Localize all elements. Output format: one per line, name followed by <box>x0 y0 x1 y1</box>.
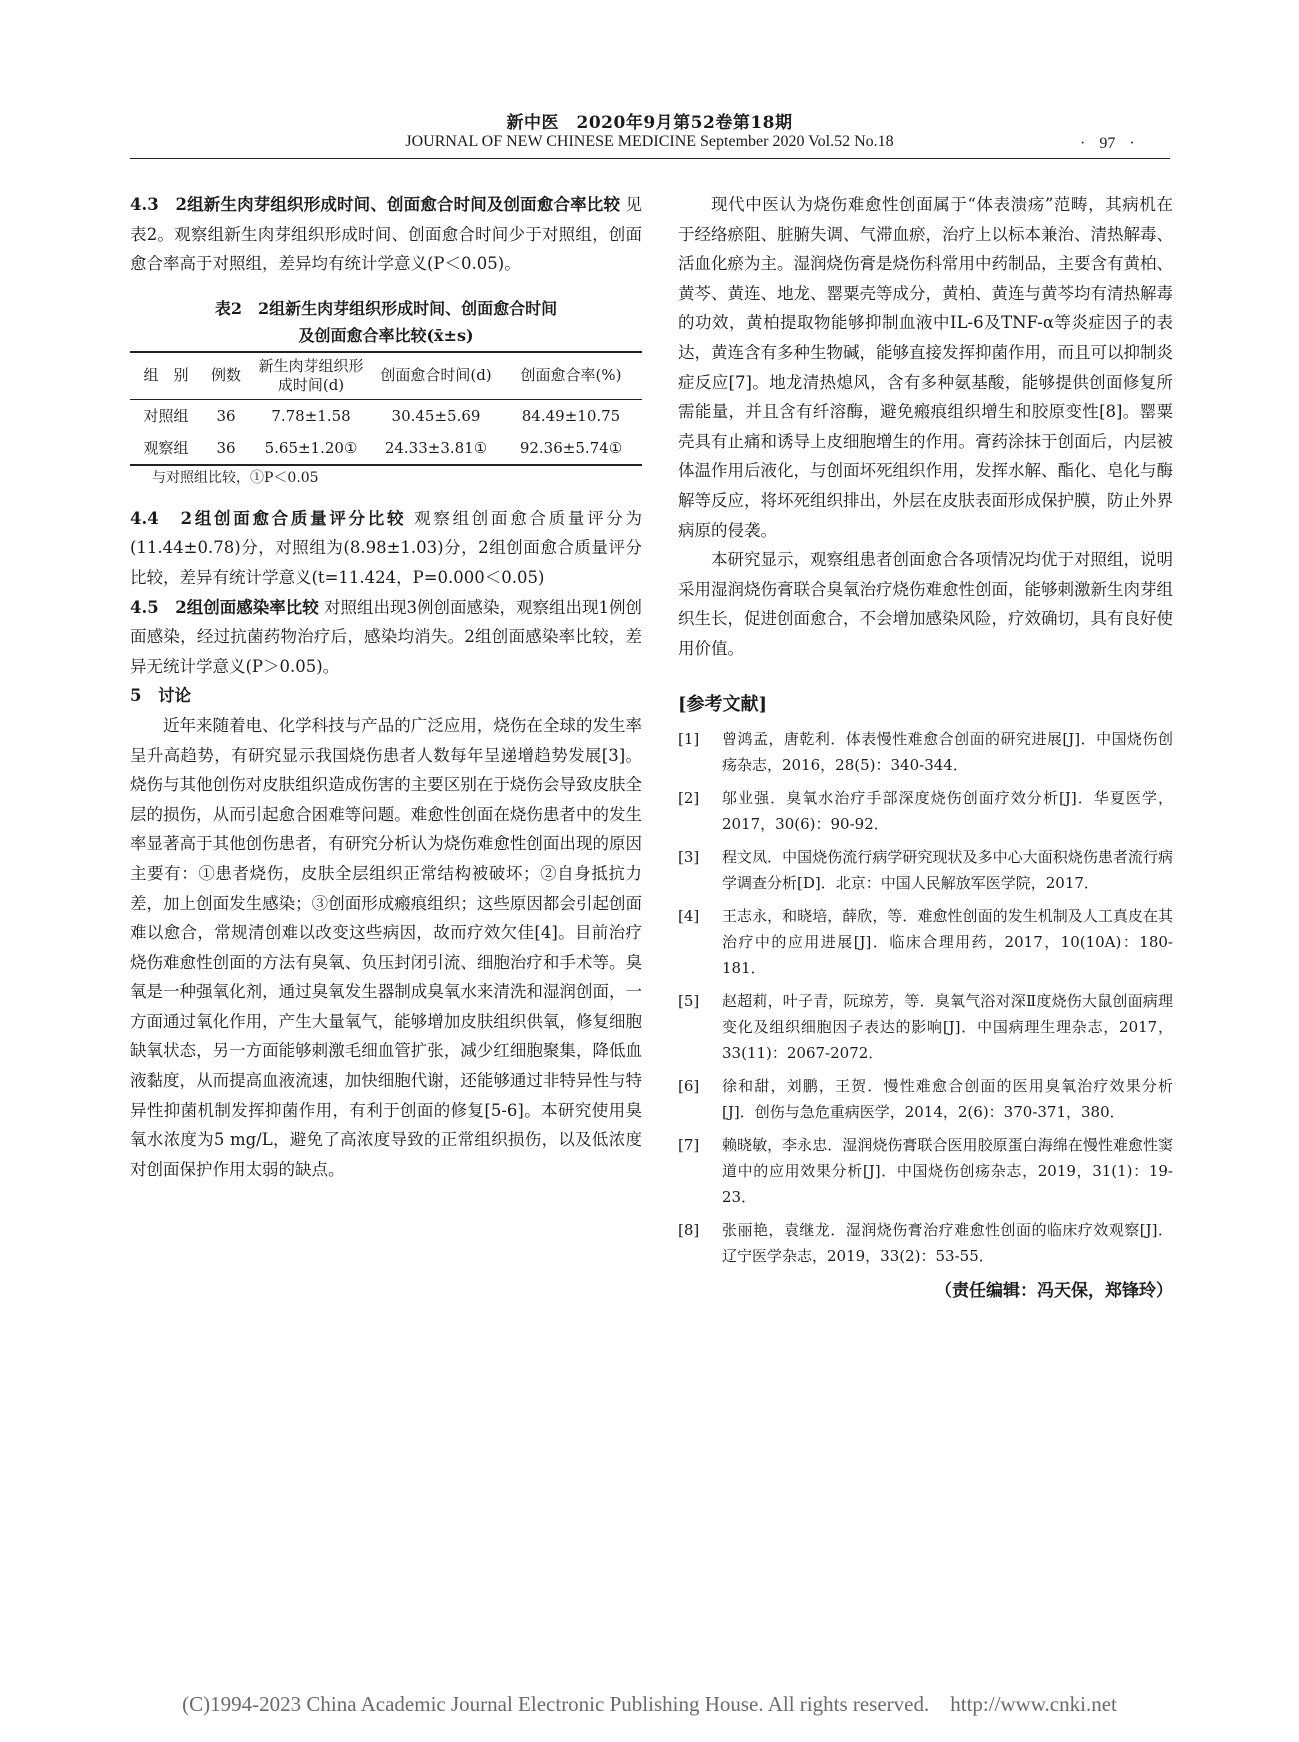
reference-text: 王志永，和晓培，薛欣，等．难愈性创面的发生机制及人工真皮在其治疗中的应用进展[J]．临床合理用药，2017，10(10A)：180-181． <box>722 906 1173 977</box>
reference-item <box>678 903 1173 981</box>
table-cell: 30.45±5.69 <box>391 406 481 425</box>
table-header-group: 组 别 <box>143 366 189 385</box>
reference-text: 曾鸿孟，唐乾利．体表慢性难愈合创面的研究进展[J]．中国烧伤创疡杂志，2016，28(5)：340-344． <box>722 729 1173 774</box>
table-header-n: 例数 <box>210 366 241 385</box>
journal-header-en: JOURNAL OF NEW CHINESE MEDICINE September 2020 Vol.52 No.18 <box>405 133 894 150</box>
table-row <box>130 399 642 432</box>
section-4-4-title: 4.4 2组创面愈合质量评分比较 <box>130 508 407 528</box>
header-rule <box>130 158 1170 159</box>
reference-item <box>678 844 1173 896</box>
reference-number: [7] <box>678 1135 700 1154</box>
table-header-row <box>130 352 642 400</box>
table-header-healing-time: 创面愈合时间(d) <box>380 366 492 385</box>
section-5-title: 5 讨论 <box>130 686 191 706</box>
reference-number: [2] <box>678 788 700 807</box>
table-header-healing-rate: 创面愈合率(%) <box>520 366 622 385</box>
table-cell: 92.36±5.74① <box>519 438 623 457</box>
table-2-caption-line2: 及创面愈合率比较(x̄±s) <box>298 325 474 345</box>
responsible-editors: （责任编辑：冯天保，郑锋玲） <box>935 1280 1173 1301</box>
table-cell: 36 <box>216 438 236 457</box>
table-cell: 5.65±1.20① <box>264 438 358 457</box>
reference-text: 张丽艳，袁继龙．湿润烧伤膏治疗难愈性创面的临床疗效观察[J]．辽宁医学杂志，2019，33(2)：53-55． <box>722 1220 1173 1265</box>
reference-number: [4] <box>678 906 700 925</box>
reference-text: 徐和甜，刘鹏，王贺．慢性难愈合创面的医用臭氧治疗效果分析[J]．创伤与急危重病医学，2014，2(6)：370-371，380． <box>722 1076 1173 1121</box>
section-4-5-title: 4.5 2组创面感染率比较 <box>130 597 319 617</box>
references-list <box>678 726 1173 1269</box>
table-cell: 对照组 <box>143 406 189 425</box>
section-4-4 <box>130 504 642 593</box>
references-heading: [参考文献] <box>678 693 768 715</box>
tcm-paragraph: 现代中医认为烧伤难愈性创面属于“体表溃疡”范畴，其病机在于经络瘀阻、脏腑失调、气滞血瘀，治疗上以标本兼治、清热解毒、活血化瘀为主。湿润烧伤膏是烧伤科常用中药制品，主要含有黄柏、黄芩、黄连、地龙、罂粟壳等成分，黄柏、黄连与黄芩均有清热解毒的功效，黄柏提取物能够抑制血液中IL-6及TNF-α等炎症因子的表达，黄连含有多种生物碱，能够直接发挥抑菌作用，而且可以抑制炎症反应[7]。地龙清热熄风，含有多种氨基酸，能够提供创面修复所需能量，并且含有纤溶酶，避免瘢痕组织增生和胶原变性[8]。罂粟壳具有止痛和诱导上皮细胞增生的作用。膏药涂抹于创面后，内层被体温作用后液化，与创面坏死组织作用，发挥水解、酯化、皂化与酶解等反应，将坏死组织排出，外层在皮肤表面形成保护膜，防止外界病原的侵袭。 <box>678 195 1173 540</box>
reference-number: [6] <box>678 1076 700 1095</box>
reference-number: [1] <box>678 729 700 748</box>
left-column <box>130 190 642 1184</box>
reference-item <box>678 1217 1173 1269</box>
reference-item <box>678 785 1173 837</box>
section-4-5 <box>130 593 642 682</box>
reference-number: [8] <box>678 1220 700 1239</box>
table-2 <box>130 351 642 466</box>
table-header-granulation: 新生肉芽组织形成时间(d) <box>258 356 364 394</box>
section-4-5-body: 对照组出现3例创面感染，观察组出现1例创面感染，经过抗菌药物治疗后，感染均消失。2组创面感染率比较，差异无统计学意义(P＞0.05)。 <box>130 597 643 676</box>
reference-text: 赖晓敏，李永忠．湿润烧伤膏联合医用胶原蛋白海绵在慢性难愈性窦道中的应用效果分析[J]．中国烧伤创疡杂志，2019，31(1)：19-23． <box>722 1135 1173 1206</box>
journal-header-cn: 新中医 2020年9月第52卷第18期 <box>506 113 793 133</box>
page-number: · 97 · <box>1080 135 1135 152</box>
section-4-3-body: 见表2。观察组新生肉芽组织形成时间、创面愈合时间少于对照组，创面愈合率高于对照组，差异均有统计学意义(P＜0.05)。 <box>130 195 643 274</box>
reference-text: 赵超莉，叶子青，阮琼芳，等．臭氧气浴对深Ⅱ度烧伤大鼠创面病理变化及组织细胞因子表达的影响[J]．中国病理生理杂志，2017，33(11)：2067-2072． <box>722 991 1173 1062</box>
table-cell: 24.33±3.81① <box>384 438 488 457</box>
right-column <box>678 190 1173 1301</box>
table-cell: 36 <box>216 406 236 425</box>
discussion-paragraph: 近年来随着电、化学科技与产品的广泛应用，烧伤在全球的发生率呈升高趋势，有研究显示我国烧伤患者人数每年呈递增趋势发展[3]。烧伤与其他创伤对皮肤组织造成伤害的主要区别在于烧伤会导致皮肤全层的损伤，从而引起愈合困难等问题。难愈性创面在烧伤患者中的发生率显著高于其他创伤患者，有研究分析认为烧伤难愈性创面出现的原因主要有：①患者烧伤，皮肤全层组织正常结构被破坏；②自身抵抗力差，加上创面发生感染；③创面形成瘢痕组织；这些原因都会引起创面难以愈合，常规清创难以改变这些病因，故而疗效欠佳[4]。目前治疗烧伤难愈性创面的方法有臭氧、负压封闭引流、细胞治疗和手术等。臭氧是一种强氧化剂，通过臭氧发生器制成臭氧水来清洗和湿润创面，一方面通过氧化作用，产生大量氧气，能够增加皮肤组织供氧，修复细胞缺氧状态，另一方面能够刺激毛细血管扩张，减少红细胞聚集，降低血液黏度，从而提高血液流速，加快细胞代谢，还能够通过非特异性与特异性抑菌机制发挥抑菌作用，有利于创面的修复[5-6]。本研究使用臭氧水浓度为5 mg/L，避免了高浓度导致的正常组织损伤，以及低浓度对创面保护作用太弱的缺点。 <box>130 715 642 1179</box>
table-footnote: 与对照组比较，①P＜0.05 <box>152 469 319 486</box>
section-4-3 <box>130 190 642 279</box>
table-2-caption-line1: 表2 2组新生肉芽组织形成时间、创面愈合时间 <box>214 298 558 318</box>
table-cell: 观察组 <box>143 438 189 457</box>
reference-item <box>678 1132 1173 1210</box>
reference-item <box>678 988 1173 1066</box>
copyright-footer: (C)1994-2023 China Academic Journal Electronic Publishing House. All rights reserved. http://www.cnki.net <box>182 1692 1117 1716</box>
table-2-caption <box>130 295 642 349</box>
reference-text: 程文凤．中国烧伤流行病学研究现状及多中心大面积烧伤患者流行病学调查分析[D]．北京：中国人民解放军医学院，2017． <box>722 847 1173 892</box>
table-row <box>130 432 642 465</box>
section-4-3-title: 4.3 2组新生肉芽组织形成时间、创面愈合时间及创面愈合率比较 <box>130 195 621 214</box>
reference-item <box>678 1073 1173 1125</box>
reference-text: 邬业强．臭氧水治疗手部深度烧伤创面疗效分析[J]．华夏医学，2017，30(6)：90-92． <box>722 788 1173 833</box>
conclusion-paragraph: 本研究显示，观察组患者创面愈合各项情况均优于对照组，说明采用湿润烧伤膏联合臭氧治疗烧伤难愈性创面，能够刺激新生肉芽组织生长，促进创面愈合，不会增加感染风险，疗效确切，具有良好使用价值。 <box>678 550 1173 658</box>
table-cell: 7.78±1.58 <box>271 406 351 425</box>
section-4-4-body: 观察组创面愈合质量评分为(11.44±0.78)分，对照组为(8.98±1.03)分，2组创面愈合质量评分比较，差异有统计学意义(t=11.424，P=0.000＜0.05) <box>130 508 643 587</box>
reference-number: [3] <box>678 847 700 866</box>
reference-number: [5] <box>678 991 700 1010</box>
table-cell: 84.49±10.75 <box>521 406 621 425</box>
reference-item <box>678 726 1173 778</box>
